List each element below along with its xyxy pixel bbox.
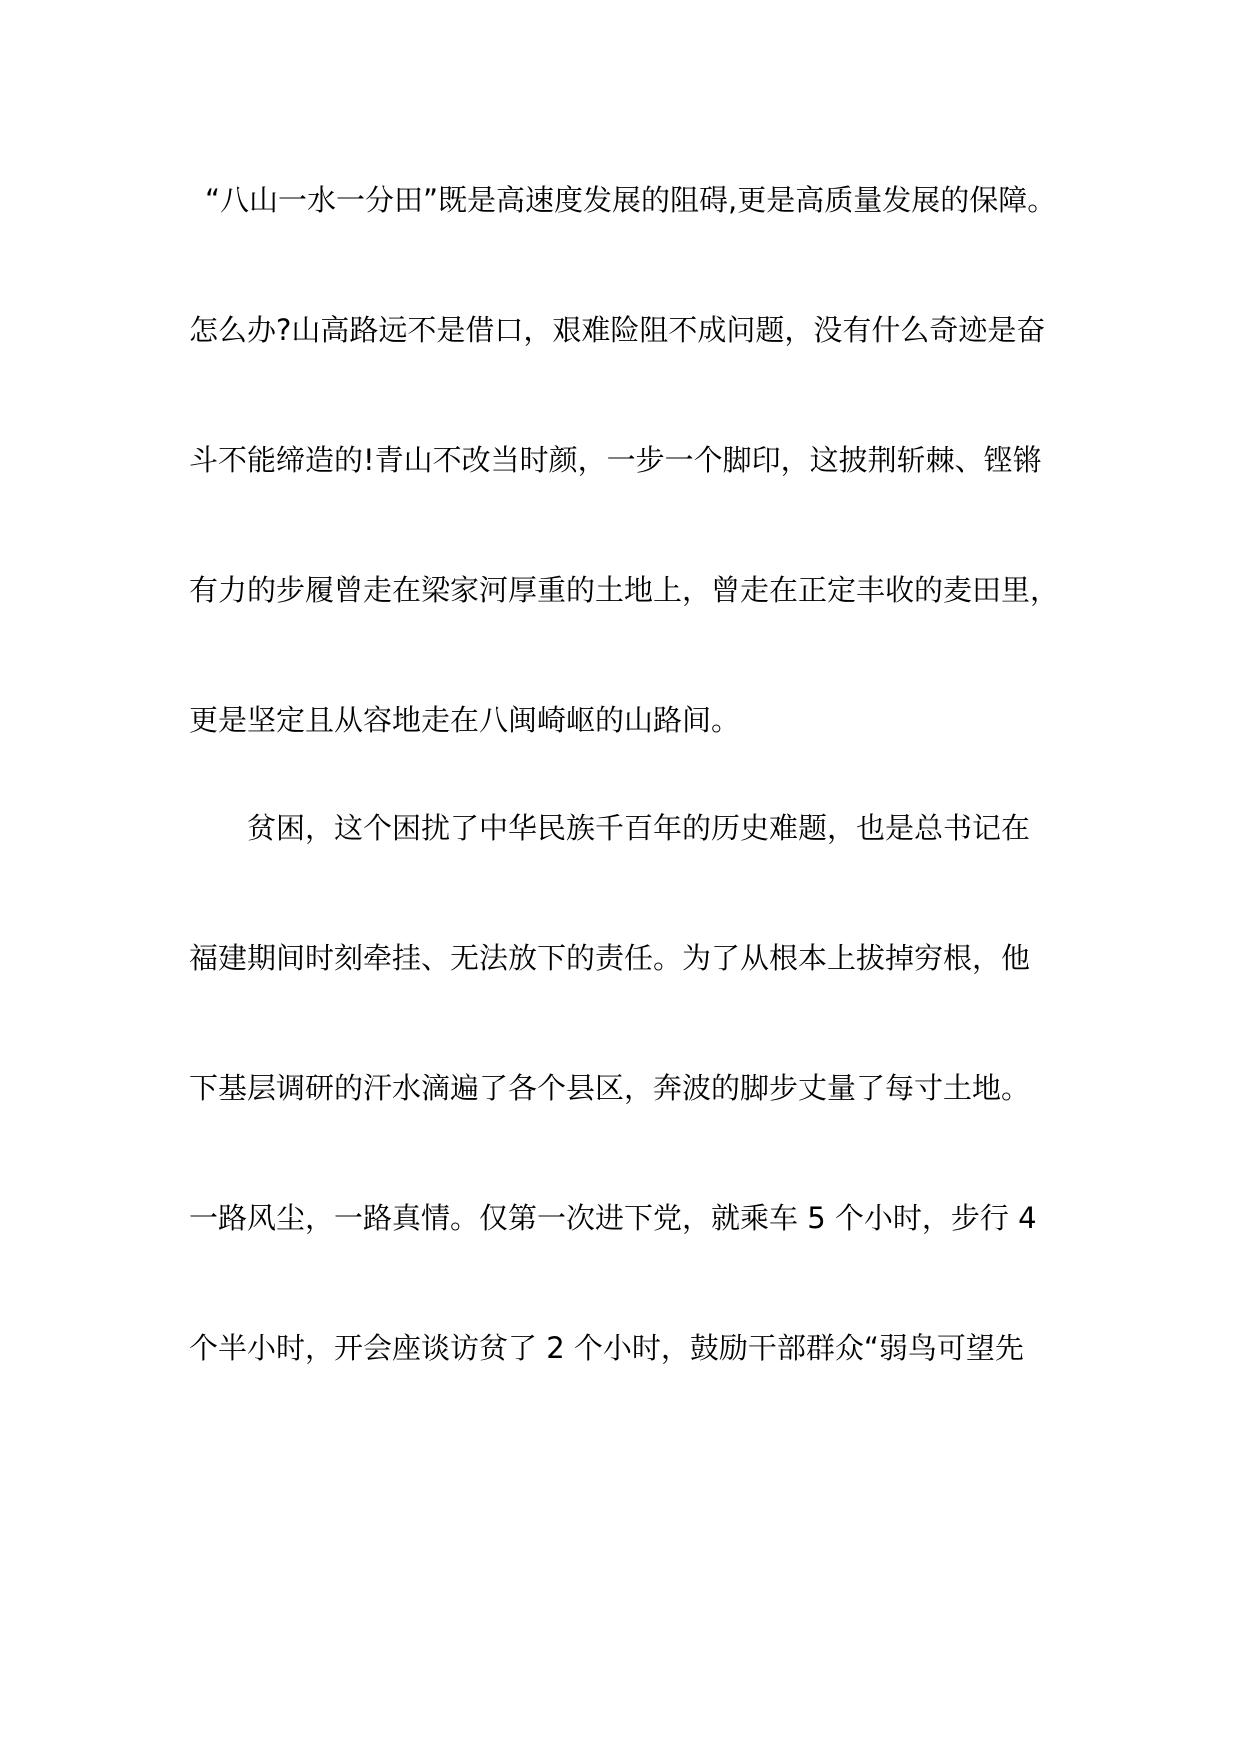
text-line-9: 一路风尘，一路真情。仅第一次进下党，就乘车 5 个小时，步行 4 — [189, 1201, 1037, 1235]
text-line-3: 斗不能缔造的!青山不改当时颜，一步一个脚印，这披荆斩棘、铿锵 — [189, 443, 1042, 477]
text-line-4: 有力的步履曾走在梁家河厚重的土地上，曾走在正定丰收的麦田里， — [189, 573, 1060, 607]
text-line-6: 贫困，这个困扰了中华民族千百年的历史难题，也是总书记在 — [247, 811, 1031, 845]
text-line-10: 个半小时，开会座谈访贫了 2 个小时，鼓励干部群众“弱鸟可望先 — [189, 1331, 1024, 1365]
text-line-7: 福建期间时刻牵挂、无法放下的责任。为了从根本上拔掉穷根，他 — [189, 941, 1031, 975]
text-line-1: “八山一水一分田”既是高速度发展的阻碍,更是高质量发展的保障。 — [205, 183, 1057, 217]
text-line-5: 更是坚定且从容地走在八闽崎岖的山路间。 — [189, 703, 741, 737]
text-line-8: 下基层调研的汗水滴遍了各个县区，奔波的脚步丈量了每寸土地。 — [189, 1071, 1031, 1105]
text-line-2: 怎么办?山高路远不是借口，艰难险阻不成问题，没有什么奇迹是奋 — [189, 313, 1046, 347]
